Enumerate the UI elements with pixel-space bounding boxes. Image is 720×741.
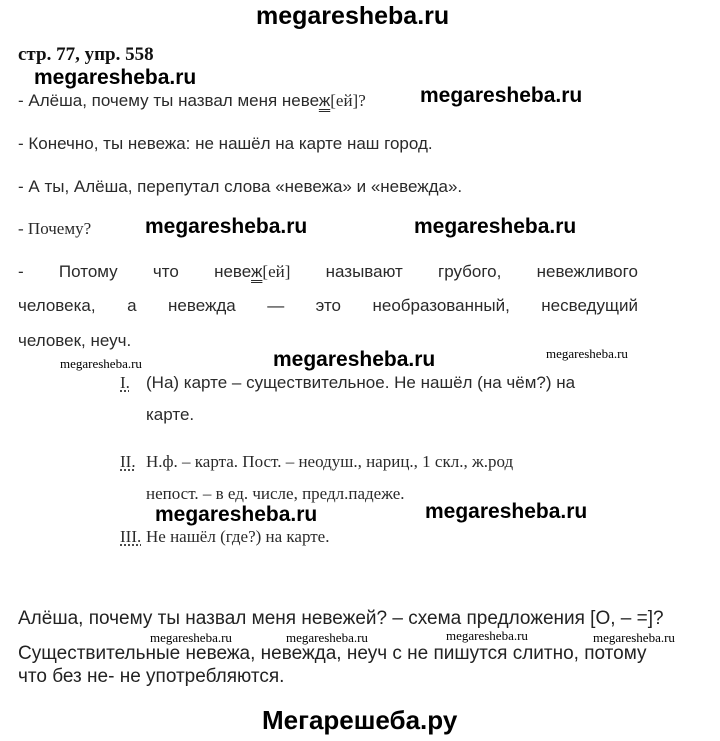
dialogue-line-4: - Почему? — [18, 219, 92, 238]
analysis-text-2a: Н.ф. – карта. Пост. – неодуш., нариц., 1 скл., ж.род — [146, 452, 514, 471]
watermark-small: megaresheba.ru — [150, 630, 232, 645]
underlined-letter: ж — [318, 91, 331, 110]
summary-line-1: Алёша, почему ты назвал меня невежей? – схема предложения [О, – =]? — [18, 608, 664, 629]
footer-logo: Мегарешеба.ру — [262, 705, 458, 735]
word: грубого, — [438, 262, 502, 281]
watermark-small: megaresheba.ru — [546, 346, 628, 361]
phonetic-ending: [ей] — [262, 262, 291, 281]
dialogue-line-2: - Конечно, ты невежа: не нашёл на карте наш город. — [18, 134, 433, 153]
dialogue-line-7: человек, неуч. — [18, 331, 132, 350]
phonetic-ending: [ей]? — [330, 91, 366, 110]
word: человека, — [18, 296, 96, 315]
watermark: megaresheba.ru — [34, 66, 197, 89]
word: что — [152, 262, 179, 281]
watermark-small: megaresheba.ru — [593, 630, 675, 645]
dialogue-line-5 — [18, 262, 638, 282]
watermark-small: megaresheba.ru — [446, 628, 528, 643]
word: называют — [325, 262, 403, 281]
watermark: megaresheba.ru — [414, 215, 577, 238]
watermark: megaresheba.ru — [155, 503, 318, 526]
word: несведущий — [541, 296, 638, 315]
analysis-number-3: III. — [120, 527, 142, 546]
word: это — [315, 296, 342, 315]
dialogue-line-6 — [18, 296, 638, 316]
dialogue-line-3: - А ты, Алёша, перепутал слова «невежа» и «невежда». — [18, 177, 463, 196]
summary-line-3: что без не- не употребляются. — [18, 666, 285, 687]
analysis-number-1: I. — [120, 373, 130, 392]
watermark-small: megaresheba.ru — [60, 356, 142, 371]
dialogue-line-1 — [18, 91, 366, 111]
header-watermark: megaresheba.ru — [256, 2, 450, 30]
watermark: megaresheba.ru — [145, 215, 308, 238]
analysis-number-2: II. — [120, 452, 136, 471]
watermark: megaresheba.ru — [420, 84, 583, 107]
word: невежда — [168, 296, 236, 315]
underlined-letter: ж — [251, 262, 263, 281]
analysis-text-3: Не нашёл (где?) на карте. — [146, 527, 330, 546]
summary-line-2: Существительные невежа, невежда, неуч с не пишутся слитно, потому — [18, 643, 647, 664]
word: — — [267, 296, 285, 315]
watermark-small: megaresheba.ru — [286, 630, 368, 645]
word-nevezhey: невеж[ей] — [214, 262, 291, 281]
analysis-text-1b: карте. — [146, 405, 195, 424]
word: Потому — [58, 262, 118, 281]
word: а — [127, 296, 137, 315]
word: необразованный, — [372, 296, 510, 315]
watermark: megaresheba.ru — [425, 500, 588, 523]
word: невежливого — [536, 262, 638, 281]
word: - — [18, 262, 24, 281]
watermark: megaresheba.ru — [273, 348, 436, 371]
analysis-text-2b: непост. – в ед. числе, предл.падеже. — [146, 484, 405, 503]
dialogue-text: - Алёша, почему ты назвал меня неве — [18, 91, 319, 110]
exercise-reference: стр. 77, упр. 558 — [18, 44, 154, 65]
analysis-text-1a: (На) карте – существительное. Не нашёл (на чём?) на — [146, 373, 576, 392]
